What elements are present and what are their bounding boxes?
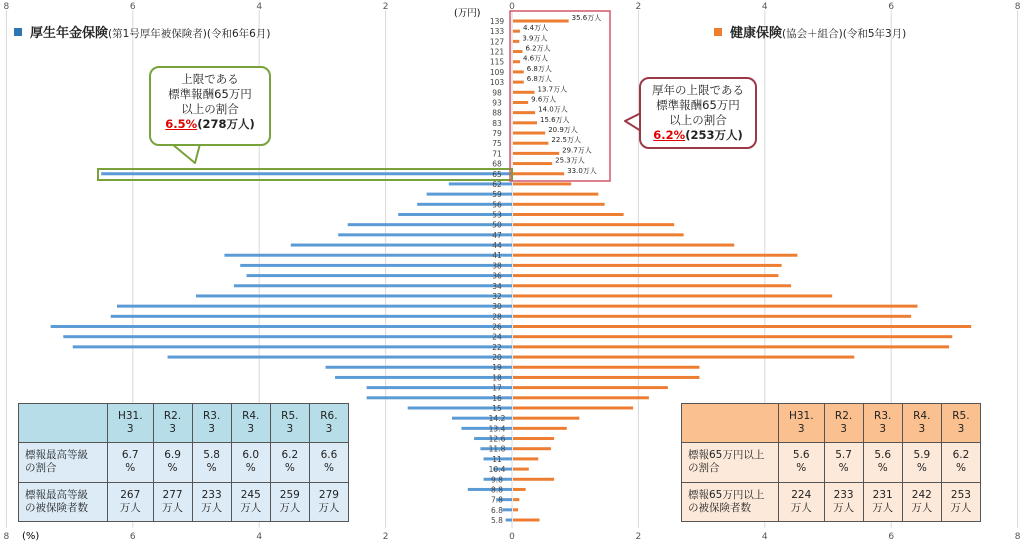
category-label: 5.8 [491,516,503,525]
category-label: 32 [492,291,502,301]
bar-right [513,457,538,460]
bar-right [513,132,545,135]
category-label: 6.8 [491,505,503,515]
bar-value-label: 15.6万人 [540,115,570,124]
category-label: 11 [492,454,502,464]
bar-right [513,193,598,196]
bar-left [73,345,512,348]
table-left-row-label: 標報最高等級 の割合 [19,443,108,482]
bar-left [367,396,512,399]
bar-right [513,152,559,155]
table-right-cell: 5.9 % [902,443,941,482]
category-label: 133 [489,27,505,37]
category-label: 30 [492,302,502,312]
bar-right [513,325,971,328]
bar-right [513,233,684,236]
category-labels [489,17,506,525]
bar-value-label: 33.0万人 [567,166,597,175]
table-right-row-ratio [682,443,981,482]
category-label: 93 [492,98,502,108]
bar-right [513,335,952,338]
bar-right [513,478,554,481]
category-label: 13.4 [488,424,506,434]
table-right-row-label: 標報65万円以上 の被保険者数 [682,482,779,521]
legend-right-sub: (協会＋組合) [782,28,843,40]
category-label: 71 [492,149,502,159]
legend-right-date: (令和5年3月) [842,28,907,40]
table-left-cell: 6.7 % [108,443,154,482]
bar-left [51,325,512,328]
category-label: 98 [492,88,502,98]
bar-right [513,315,911,318]
x-tick-label-bottom: 2 [382,532,389,542]
category-label: 19 [492,363,502,373]
x-tick-label-top: 6 [888,2,895,12]
bar-right [513,213,624,216]
bar-right [513,121,537,124]
x-tick-label-bottom: 6 [129,532,136,542]
category-label: 22 [492,342,502,352]
table-right-header: R2. 3 [824,404,863,443]
table-left-header: H31. 3 [108,404,154,443]
bar-right [513,437,554,440]
bar-right [513,468,529,471]
table-left-cell: 259 万人 [270,482,309,521]
category-label: 62 [492,179,502,189]
bar-value-label: 9.6万人 [531,95,557,104]
x-tick-label-bottom: 4 [761,532,768,542]
x-tick-label-bottom: 8 [1014,532,1021,542]
callout-right-pct: 6.2% [653,128,686,142]
category-label: 18 [492,373,502,383]
bar-right [513,101,528,104]
category-label: 44 [492,241,502,251]
legend-left [14,22,270,41]
right-value-labels [522,13,601,175]
x-unit-label: (%) [22,531,40,542]
bar-right [513,81,524,84]
bar-right [513,203,605,206]
table-right [681,403,981,522]
table-left-cell: 6.0 % [231,443,270,482]
table-left-header: R2. 3 [153,404,192,443]
table-right-cell: 5.6 % [863,443,902,482]
bar-right [513,519,540,522]
category-label: 115 [489,57,505,67]
table-right-row-count [682,482,981,521]
category-label: 41 [492,251,502,261]
x-tick-label-bottom: 2 [635,532,642,542]
legend-right-title: 健康保険 [730,26,783,41]
bar-right [513,264,782,267]
callout-left-line3: 以上の割合 [181,102,239,116]
bar-value-label: 22.5万人 [551,136,581,145]
table-right-cell: 6.2 % [941,443,980,482]
table-left-cell: 6.6 % [309,443,348,482]
x-tick-label-bottom: 8 [3,532,10,542]
bar-right [513,284,791,287]
category-label: 121 [489,47,505,57]
legend-left-title: 厚生年金保険 [30,26,109,41]
bar-left [326,366,512,369]
x-tick-label-bottom: 0 [509,532,515,542]
bar-value-label: 13.7万人 [537,85,568,94]
table-left [18,403,349,522]
bar-right [513,356,854,359]
bar-value-label: 25.3万人 [555,156,585,165]
bar-right [513,417,579,420]
table-left-cell: 279 万人 [309,482,348,521]
bar-right [513,142,548,145]
x-tick-label-top: 0 [509,2,515,12]
category-label: 14.2 [488,414,506,424]
bar-value-label: 20.9万人 [548,126,578,135]
table-left-header: R5. 3 [270,404,309,443]
callout-left-line2: 標準報酬65万円 [168,87,252,101]
bar-right [513,172,564,175]
category-label: 53 [492,210,502,220]
x-tick-label-top: 2 [382,2,389,12]
x-tick-label-top: 2 [635,2,642,12]
bar-right [513,111,535,114]
bar-left [101,172,512,175]
bar-right [513,366,699,369]
bar-value-label: 6.8万人 [526,64,552,73]
table-left-cell: 6.9 % [153,443,192,482]
bar-left [247,274,512,277]
table-left-row-label: 標報最高等級 の被保険者数 [19,482,108,521]
callout-left [149,66,271,146]
table-left-row-ratio [19,443,349,482]
category-label: 9.8 [491,475,503,485]
callout-right [639,77,757,149]
bar-left [449,182,512,185]
table-right-cell: 224 万人 [779,482,825,521]
category-label: 79 [492,129,502,139]
bar-right [513,386,668,389]
bar-right [513,427,567,430]
category-label: 7.8 [491,495,503,505]
bar-right [513,254,797,257]
bar-right [513,223,674,226]
table-right-row-label: 標報65万円以上 の割合 [682,443,779,482]
x-tick-label-bottom: 4 [256,532,263,542]
table-left-cell: 267 万人 [108,482,154,521]
x-ticks-bottom [4,532,1021,542]
table-left-cell: 277 万人 [153,482,192,521]
x-tick-label-top: 4 [761,2,768,12]
legend-right [714,22,906,41]
bar-right [513,50,522,53]
bar-right [513,508,518,511]
x-tick-label-top: 6 [129,2,136,12]
bar-right [513,91,534,94]
category-label: 88 [492,108,502,118]
table-right-header: R3. 3 [863,404,902,443]
category-label: 8.8 [491,485,503,495]
bar-left [335,376,512,379]
legend-left-swatch [14,28,22,36]
bar-left [63,335,512,338]
category-label: 127 [489,37,505,47]
category-label: 28 [492,312,502,322]
bar-left [506,519,512,522]
category-label: 16 [492,393,502,403]
table-left-header: R4. 3 [231,404,270,443]
bar-value-label: 4.6万人 [522,54,549,63]
table-left-corner [19,404,108,443]
bar-left [240,264,512,267]
category-label: 83 [492,118,502,128]
bar-right [513,30,520,33]
category-label: 36 [492,271,502,281]
bar-right [513,498,519,501]
category-label: 12.6 [488,434,506,444]
category-label: 11.8 [488,444,506,454]
bar-left [168,356,512,359]
bar-right [513,406,633,409]
category-label: 103 [489,78,505,88]
bar-right [513,447,551,450]
x-tick-label-bottom: 6 [888,532,895,542]
callout-left-pointer [172,144,200,163]
bar-right [513,396,649,399]
callout-right-line2: 標準報酬65万円 [656,98,740,112]
bar-left [117,305,512,308]
callout-right-line1: 厚年の上限である [652,83,744,97]
table-left-cell: 5.8 % [192,443,231,482]
bar-value-label: 4.4万人 [522,24,549,33]
bar-right [513,20,569,23]
table-right-cell: 242 万人 [902,482,941,521]
bar-right [513,294,832,297]
category-label: 17 [492,383,502,393]
category-label: 38 [492,261,502,271]
bar-right [513,182,571,185]
bar-left [291,244,512,247]
table-left-cell: 6.2 % [270,443,309,482]
bar-right [513,274,778,277]
category-label: 47 [492,230,502,240]
table-right-header: H31. 3 [779,404,825,443]
bar-right [513,488,526,491]
category-label: 65 [492,169,502,179]
legend-left-date: (令和6年6月) [206,28,271,40]
table-left-header: R6. 3 [309,404,348,443]
bar-right [513,376,699,379]
category-label: 34 [492,281,502,291]
bar-value-label: 3.9万人 [522,34,548,43]
category-label: 59 [492,190,502,200]
table-right-corner [682,404,779,443]
table-right-cell: 233 万人 [824,482,863,521]
category-label: 10.4 [488,465,506,475]
table-left-header: R3. 3 [192,404,231,443]
bar-value-label: 35.6万人 [571,14,602,22]
bar-left [348,223,512,226]
category-label: 20 [492,353,502,363]
callout-left-pct: 6.5% [165,117,198,131]
x-tick-label-top: 8 [1014,2,1021,12]
table-left-header-row [19,404,349,443]
legend-left-sub: (第1号厚年被保険者) [108,28,207,40]
bar-left [338,233,512,236]
category-label: 139 [489,17,505,26]
x-tick-label-top: 8 [3,2,10,12]
table-right-cell: 5.7 % [824,443,863,482]
bar-right [513,60,520,63]
bar-right [513,70,524,73]
category-label: 109 [489,67,505,77]
table-left-row-count [19,482,349,521]
bar-right [513,345,949,348]
category-label: 56 [492,200,502,210]
table-left-cell: 245 万人 [231,482,270,521]
category-label: 24 [492,332,502,342]
bar-value-label: 6.2万人 [525,44,551,53]
bar-left [468,488,512,491]
bar-left [196,294,512,297]
table-right-cell: 253 万人 [941,482,980,521]
table-right-cell: 231 万人 [863,482,902,521]
bar-value-label: 6.8万人 [526,75,552,84]
category-label: 68 [492,159,502,169]
bar-value-label: 14.0万人 [538,105,568,114]
callout-right-line3: 以上の割合 [669,113,727,127]
x-tick-label-top: 4 [256,2,263,12]
category-label: 15 [492,403,502,413]
bar-left [111,315,512,318]
category-label: 75 [492,139,502,149]
legend-right-swatch [714,28,722,36]
table-right-header-row [682,404,981,443]
bar-right [513,162,552,165]
bar-left [503,508,512,511]
category-label: 50 [492,220,502,230]
table-left-cell: 233 万人 [192,482,231,521]
bar-right [513,244,734,247]
table-right-cell: 5.6 % [779,443,825,482]
bar-left [234,284,512,287]
bar-left [367,386,512,389]
category-label: 26 [492,322,502,332]
y-unit-label: (万円) [454,8,481,19]
bar-right [513,40,519,43]
table-right-header: R4. 3 [902,404,941,443]
bar-value-label: 29.7万人 [562,146,592,155]
bar-left [224,254,512,257]
callout-right-count: (253万人) [685,128,743,142]
callout-left-count: (278万人) [197,117,255,131]
bar-right [513,305,917,308]
callout-left-line1: 上限である [181,72,239,86]
table-right-header: R5. 3 [941,404,980,443]
